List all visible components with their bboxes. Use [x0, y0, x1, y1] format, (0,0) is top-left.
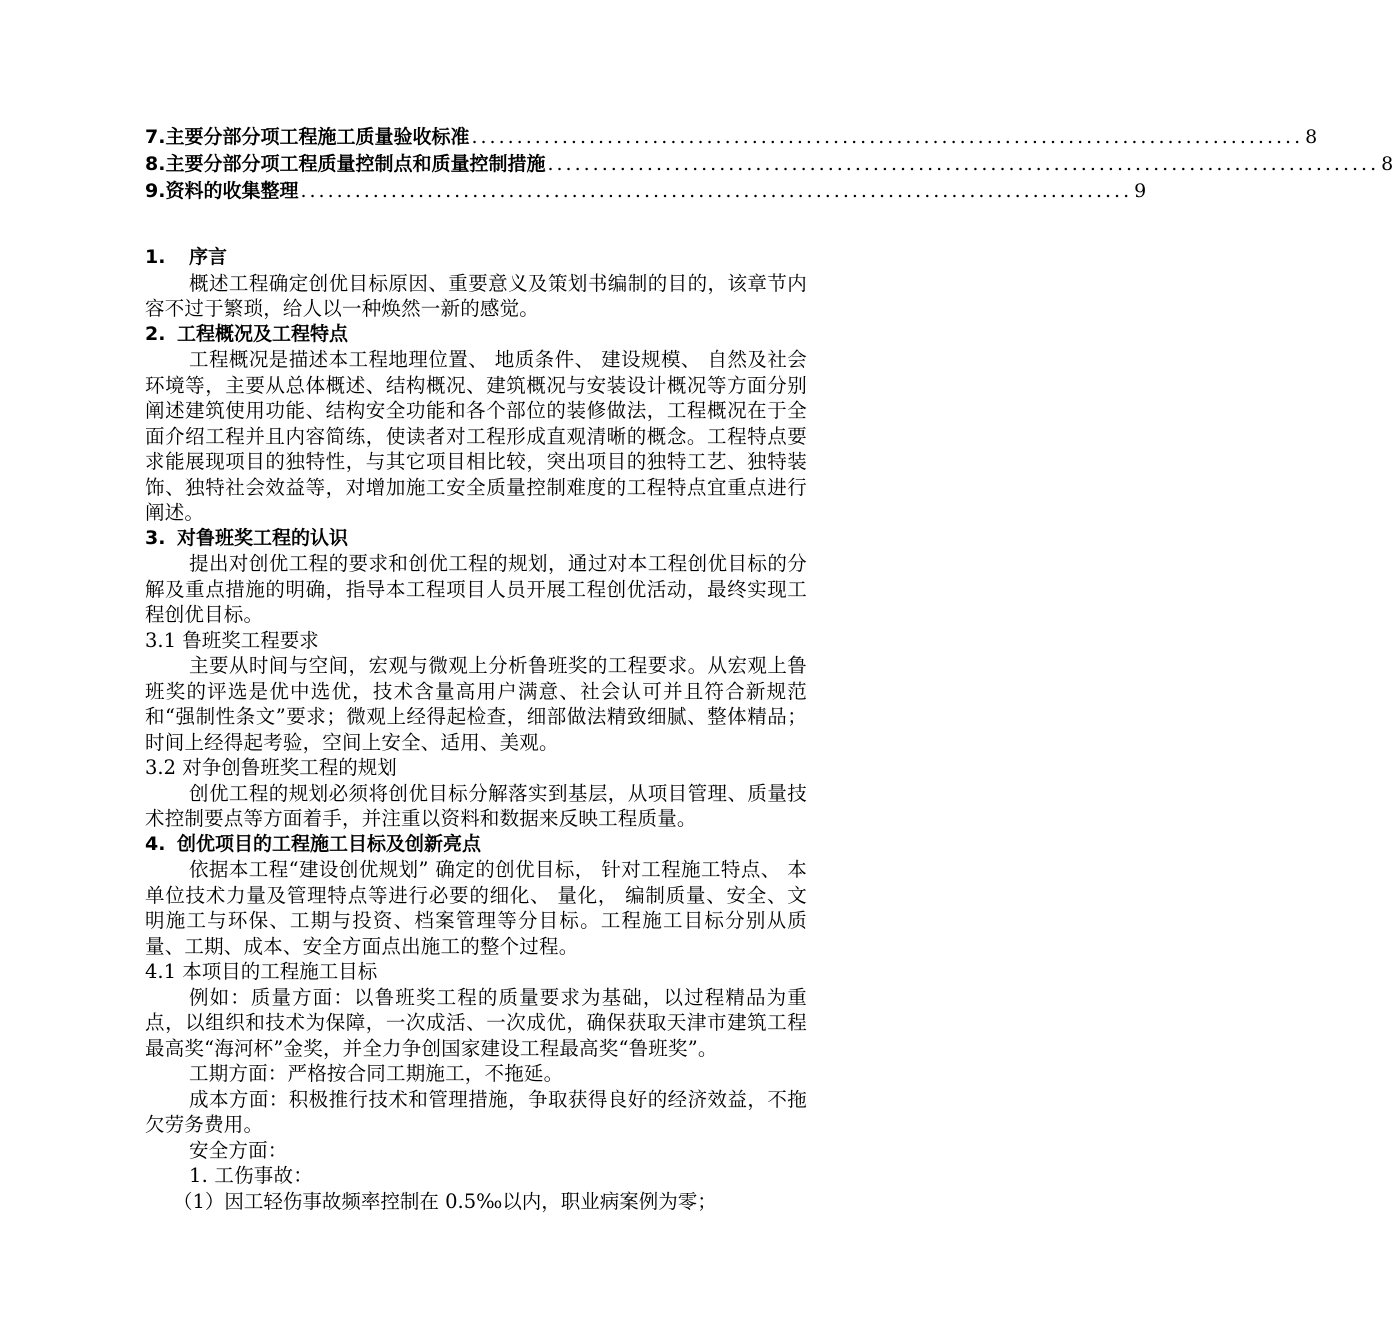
toc-entry-page: 8 — [1381, 153, 1393, 175]
section-number: 3. — [145, 526, 166, 549]
paragraph: 创优工程的规划必须将创优目标分解落实到基层，从项目管理、质量技术控制要点等方面着手，并注重以资料和数据来反映工程质量。 — [145, 781, 807, 830]
section-title: 序言 — [189, 246, 228, 268]
section-heading — [145, 832, 807, 858]
section-number: 4. — [145, 832, 166, 855]
toc-entry[interactable] — [145, 122, 1318, 149]
section-number: 2. — [145, 322, 166, 345]
subsection-heading: 3.1 鲁班奖工程要求 — [145, 628, 319, 652]
section-number: 1. — [145, 246, 166, 268]
paragraph: 工期方面：严格按合同工期施工，不拖延。 — [189, 1062, 564, 1085]
toc-entry-number: 9. — [145, 180, 166, 202]
paragraph: 主要从时间与空间，宏观与微观上分析鲁班奖的工程要求。从宏观上鲁班奖的评选是优中选优，技术含量高用户满意、社会认可并且符合新规范和“强制性条文”要求；微观上经得起检查，细部做法精致细腻、整体精品；时间上经得起考验，空间上安全、适用、美观。 — [145, 654, 807, 754]
subsection-heading: 4.1 本项目的工程施工目标 — [145, 960, 378, 983]
paragraph: 依据本工程“建设创优规划” 确定的创优目标， 针对工程施工特点、 本单位技术力量及管理特点等进行必要的细化、 量化， 编制质量、安全、文明施工与环保、工期与投资、档案管理等分目标。工程施工目标分别从质量、工期、成本、安全方面点出施工的整个过程。 — [145, 858, 807, 958]
toc-leader-dots: ............................................................................................ — [300, 180, 1133, 202]
paragraph: 安全方面： — [189, 1138, 288, 1162]
toc-entry-page: 8 — [1305, 126, 1318, 148]
section-title: 工程概况及工程特点 — [177, 322, 349, 345]
section-heading — [145, 245, 807, 271]
section-title: 创优项目的工程施工目标及创新亮点 — [177, 832, 482, 855]
list-item: （1）因工轻伤事故频率控制在 0.5‰以内，职业病案例为零； — [173, 1189, 717, 1213]
toc-leader-dots: ............................................................................................ — [547, 153, 1380, 175]
toc-leader-dots: ............................................................................................ — [471, 126, 1304, 148]
section-title: 对鲁班奖工程的认识 — [177, 526, 349, 549]
section-heading — [145, 526, 807, 552]
paragraph: 例如：质量方面：以鲁班奖工程的质量要求为基础，以过程精品为重点，以组织和技术为保障，一次成活、一次成优，确保获取天津市建筑工程最高奖“海河杯”金奖，并全力争创国家建设工程最高奖“鲁班奖”。 — [145, 985, 807, 1060]
toc-entry-page: 9 — [1134, 180, 1147, 202]
toc-entry[interactable] — [145, 176, 1147, 203]
paragraph: 1. 工伤事故： — [189, 1164, 313, 1187]
toc-entry-number: 8. — [145, 153, 166, 175]
toc-entry-title: 资料的收集整理 — [165, 180, 299, 202]
paragraph: 提出对创优工程的要求和创优工程的规划，通过对本工程创优目标的分解及重点措施的明确，指导本工程项目人员开展工程创优活动，最终实现工程创优目标。 — [145, 552, 807, 626]
toc-entry-number: 7. — [145, 126, 166, 148]
paragraph: 概述工程确定创优目标原因、重要意义及策划书编制的目的，该章节内容不过于繁琐，给人以一种焕然一新的感觉。 — [145, 271, 807, 320]
paragraph: 工程概况是描述本工程地理位置、 地质条件、 建设规模、 自然及社会环境等，主要从总体概述、结构概况、建筑概况与安装设计概况等方面分别阐述建筑使用功能、结构安全功能和各个部位的装修做法，工程概况在于全面介绍工程并且内容简练，使读者对工程形成直观清晰的概念。工程特点要求能展现项目的独特性，与其它项目相比较，突出项目的独特工艺、独特装饰、独特社会效益等，对增加施工安全质量控制难度的工程特点宜重点进行阐述。 — [145, 348, 807, 524]
document-body — [145, 245, 807, 1214]
paragraph: 成本方面：积极推行技术和管理措施，争取获得良好的经济效益，不拖欠劳务费用。 — [145, 1087, 807, 1136]
section-heading — [145, 322, 807, 348]
subsection-heading: 3.2 对争创鲁班奖工程的规划 — [145, 756, 397, 779]
toc-entry-title: 主要分部分项工程质量控制点和质量控制措施 — [165, 153, 546, 175]
toc-entry[interactable] — [145, 149, 1393, 176]
table-of-contents — [145, 122, 1393, 203]
toc-entry-title: 主要分部分项工程施工质量验收标准 — [165, 126, 470, 148]
